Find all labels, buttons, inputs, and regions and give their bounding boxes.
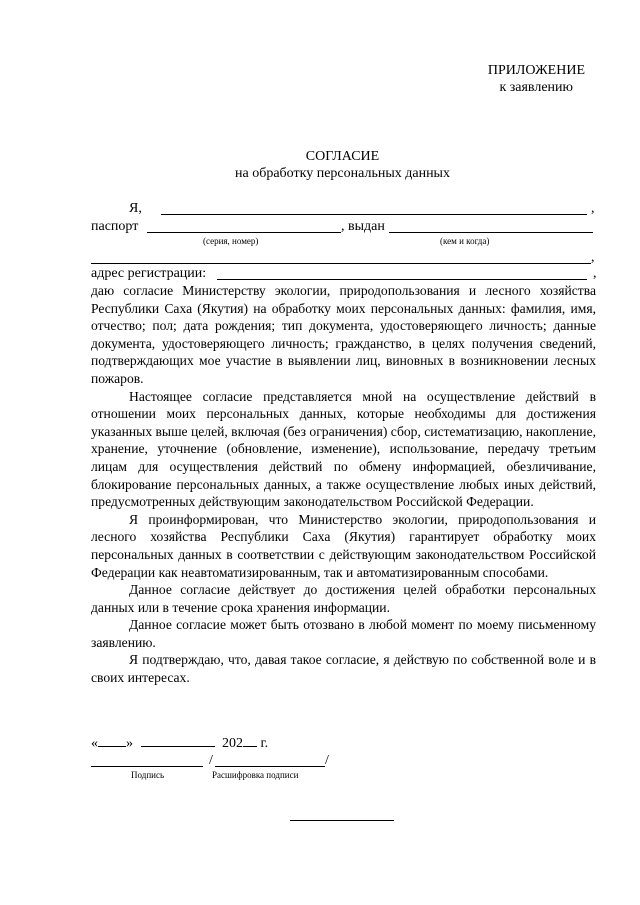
additional-info-field[interactable] (91, 263, 591, 264)
consent-paragraph-2: Настоящее согласие представляется мной на осуществление действий в отношении моих персональных данных, которые необходимы для достижения указанных выше целей, включая (без ограничения) сбор, систематизацию, накопление, хранение, уточнение (обновление, изменение), использование, передачу третьим лицам для осуществления действий по обмену информацией, обезличивание, блокирование персональных данных, а также осуществление любых иных действий, предусмотренных действующим законодательством Российской Федерации. (91, 388, 596, 510)
consent-paragraph-1: даю согласие Министерству экологии, природопользования и лесного хозяйства Республики Саха (Якутия) на обработку моих персональных данных: фамилия, имя, отчество; пол; дата рождения; тип документа, удостоверяющего личность; данные документа, удостоверяющего личность; гражданство, в целях получения сведений, подтверждающих мое участие в выявлении лиц, виновных в возникновении лесных пожаров. (91, 283, 596, 386)
consent-body (91, 282, 596, 687)
decoding-hint: Расшифровка подписи (212, 770, 299, 780)
appendix-header (385, 62, 585, 96)
year-suffix: г. (257, 736, 269, 751)
title-sub: на обработку персональных данных (235, 166, 450, 181)
title-main: СОГЛАСИЕ (305, 149, 380, 164)
consent-paragraph-3: Я проинформирован, что Министерство экологии, природопользования и лесного хозяйства Республики Саха (Якутия) гарантирует обработку моих персональных данных в соответствии с действующим законодательством Российской Федерации как неавтоматизированным, так и автоматизированным способами. (91, 511, 596, 580)
issued-hint: (кем и когда) (440, 236, 490, 246)
address-row (91, 265, 596, 282)
quote-open: « (91, 736, 98, 751)
issued-label: , выдан (341, 219, 385, 234)
appendix-subtitle: к заявлению (499, 80, 573, 95)
series-hint: (серия, номер) (203, 236, 259, 246)
signature-row (91, 752, 596, 769)
consent-paragraph-6: Я подтверждаю, что, давая такое согласие, я действую по собственной воле и в своих интересах. (91, 652, 596, 686)
consent-paragraph-5: Данное согласие может быть отозвано в любой момент по моему письменному заявлению. (91, 617, 596, 650)
signature-decoding-field[interactable] (215, 766, 325, 767)
consent-paragraph-4: Данное согласие действует до достижения целей обработки персональных данных или в течение срока хранения информации. (91, 582, 596, 615)
passport-number-field[interactable] (147, 232, 341, 233)
day-field[interactable] (98, 734, 126, 747)
passport-label: паспорт (91, 219, 139, 234)
name-comma: , (591, 201, 595, 216)
passport-issued-field[interactable] (389, 232, 593, 233)
date-row (91, 734, 268, 752)
slash-right: / (325, 753, 329, 768)
signature-field[interactable] (91, 766, 203, 767)
full-name-field[interactable] (161, 214, 587, 215)
extra-comma: , (591, 250, 595, 265)
signature-hint: Подпись (131, 770, 165, 780)
extra-line-row (91, 249, 596, 266)
year-prefix: 202 (222, 736, 243, 751)
registration-address-field[interactable] (217, 279, 587, 280)
address-label: адрес регистрации: (91, 266, 207, 281)
quote-close: » (126, 736, 133, 751)
month-field[interactable] (141, 734, 215, 747)
appendix-title: ПРИЛОЖЕНИЕ (487, 63, 585, 78)
name-row (91, 200, 596, 217)
year-field[interactable] (243, 734, 257, 747)
passport-row (91, 218, 596, 235)
document-title (0, 148, 640, 182)
address-comma: , (593, 266, 597, 281)
slash-left: / (209, 753, 213, 768)
i-label: Я, (129, 201, 142, 216)
bottom-divider-line (290, 820, 394, 821)
